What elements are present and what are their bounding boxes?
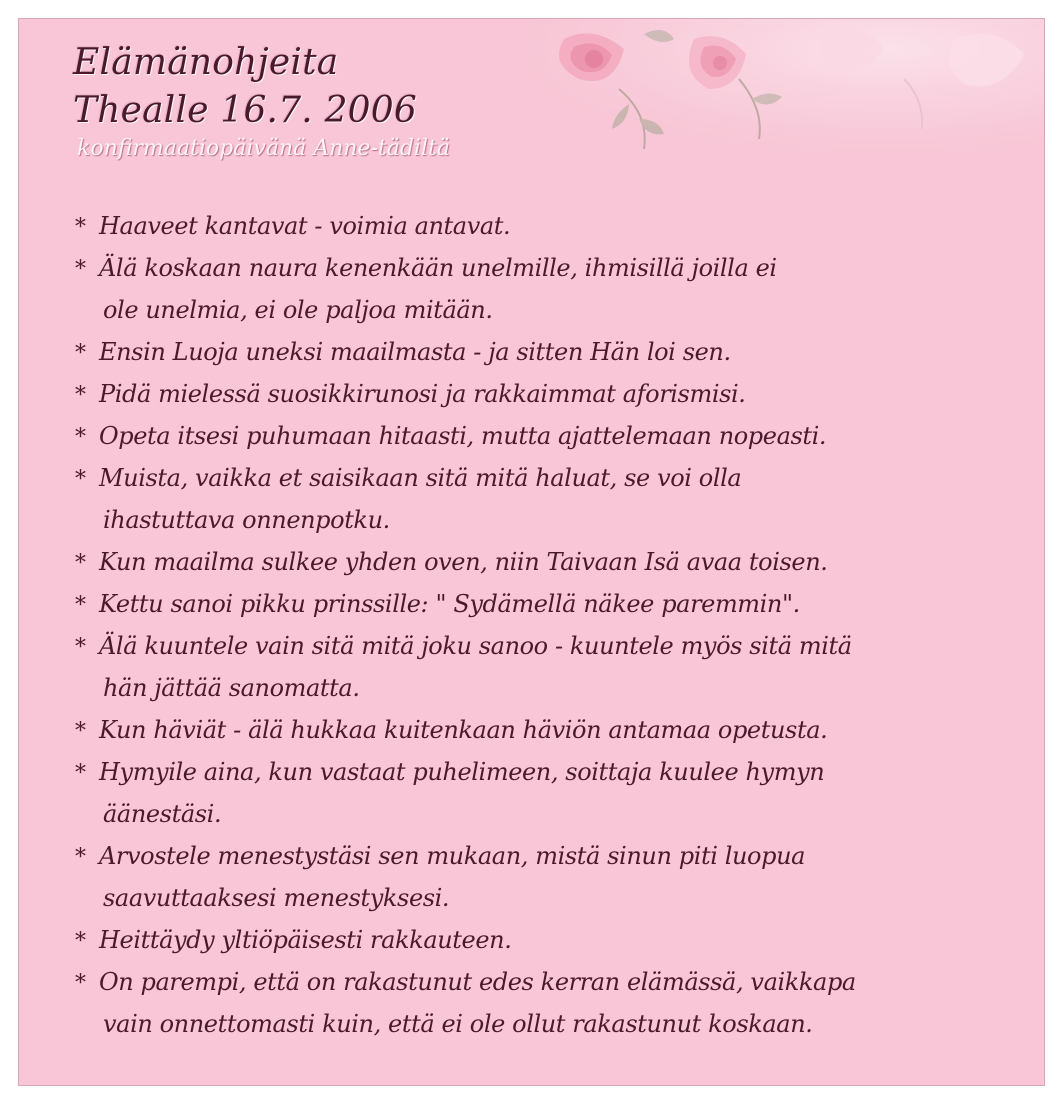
card bbox=[18, 18, 1045, 1086]
item-text: Ensin Luoja uneksi maailmasta - ja sitten Hän loi sen. bbox=[99, 338, 731, 366]
item-text-continued: ihastuttava onnenpotku. bbox=[103, 506, 390, 534]
bullet-icon: * bbox=[75, 929, 86, 954]
item-text-continued: hän jättää sanomatta. bbox=[103, 674, 360, 702]
bullet-icon: * bbox=[75, 971, 86, 996]
bullet-icon: * bbox=[75, 467, 86, 492]
item-text-continued: ole unelmia, ei ole paljoa mitään. bbox=[103, 296, 493, 324]
item-text: Heittäydy yltiöpäisesti rakkauteen. bbox=[99, 926, 512, 954]
list-item bbox=[75, 625, 1025, 709]
rose-decoration-icon bbox=[524, 19, 1044, 169]
title-line: Thealle 16.7. 2006 bbox=[73, 90, 418, 131]
bullet-icon: * bbox=[75, 761, 86, 786]
item-text-continued: saavuttaaksesi menestyksesi. bbox=[103, 884, 450, 912]
bullet-icon: * bbox=[75, 383, 86, 408]
list-item bbox=[75, 835, 1025, 919]
item-text: Haaveet kantavat - voimia antavat. bbox=[99, 212, 511, 240]
bullet-icon: * bbox=[75, 635, 86, 660]
item-text: On parempi, että on rakastunut edes kerran elämässä, vaikkapa bbox=[99, 968, 856, 996]
list-item bbox=[75, 919, 1025, 961]
item-text: Arvostele menestystäsi sen mukaan, mistä sinun piti luopua bbox=[99, 842, 806, 870]
list-item bbox=[75, 751, 1025, 835]
bullet-icon: * bbox=[75, 257, 86, 282]
bullet-icon: * bbox=[75, 719, 86, 744]
list-item bbox=[75, 961, 1025, 1045]
list-item bbox=[75, 457, 1025, 541]
item-text: Hymyile aina, kun vastaat puhelimeen, soittaja kuulee hymyn bbox=[99, 758, 825, 786]
item-text: Älä kuuntele vain sitä mitä joku sanoo - kuuntele myös sitä mitä bbox=[99, 632, 852, 660]
list-item bbox=[75, 583, 1025, 625]
item-text-continued: äänestäsi. bbox=[103, 800, 222, 828]
bullet-icon: * bbox=[75, 845, 86, 870]
advice-list bbox=[75, 205, 1025, 1045]
item-text: Pidä mielessä suosikkirunosi ja rakkaimmat aforismisi. bbox=[99, 380, 746, 408]
bullet-icon: * bbox=[75, 425, 86, 450]
bullet-icon: * bbox=[75, 551, 86, 576]
bullet-icon: * bbox=[75, 593, 86, 618]
item-text: Opeta itsesi puhumaan hitaasti, mutta ajattelemaan nopeasti. bbox=[99, 422, 827, 450]
list-item bbox=[75, 541, 1025, 583]
bullet-icon: * bbox=[75, 215, 86, 240]
list-item bbox=[75, 331, 1025, 373]
list-item bbox=[75, 415, 1025, 457]
subtitle: konfirmaatiopäivänä Anne-tädiltä bbox=[77, 136, 450, 161]
item-text: Kettu sanoi pikku prinssille: " Sydämellä näkee paremmin". bbox=[99, 590, 800, 618]
list-item bbox=[75, 205, 1025, 247]
list-item bbox=[75, 373, 1025, 415]
item-text-continued: vain onnettomasti kuin, että ei ole ollut rakastunut koskaan. bbox=[103, 1010, 813, 1038]
item-text: Kun maailma sulkee yhden oven, niin Taivaan Isä avaa toisen. bbox=[99, 548, 828, 576]
bullet-icon: * bbox=[75, 341, 86, 366]
title-block bbox=[73, 39, 450, 163]
item-text: Muista, vaikka et saisikaan sitä mitä haluat, se voi olla bbox=[99, 464, 742, 492]
item-text: Älä koskaan naura kenenkään unelmille, ihmisillä joilla ei bbox=[99, 254, 777, 282]
list-item bbox=[75, 247, 1025, 331]
title-line: Elämänohjeita bbox=[73, 42, 339, 83]
list-item bbox=[75, 709, 1025, 751]
item-text: Kun häviät - älä hukkaa kuitenkaan häviön antamaa opetusta. bbox=[99, 716, 828, 744]
